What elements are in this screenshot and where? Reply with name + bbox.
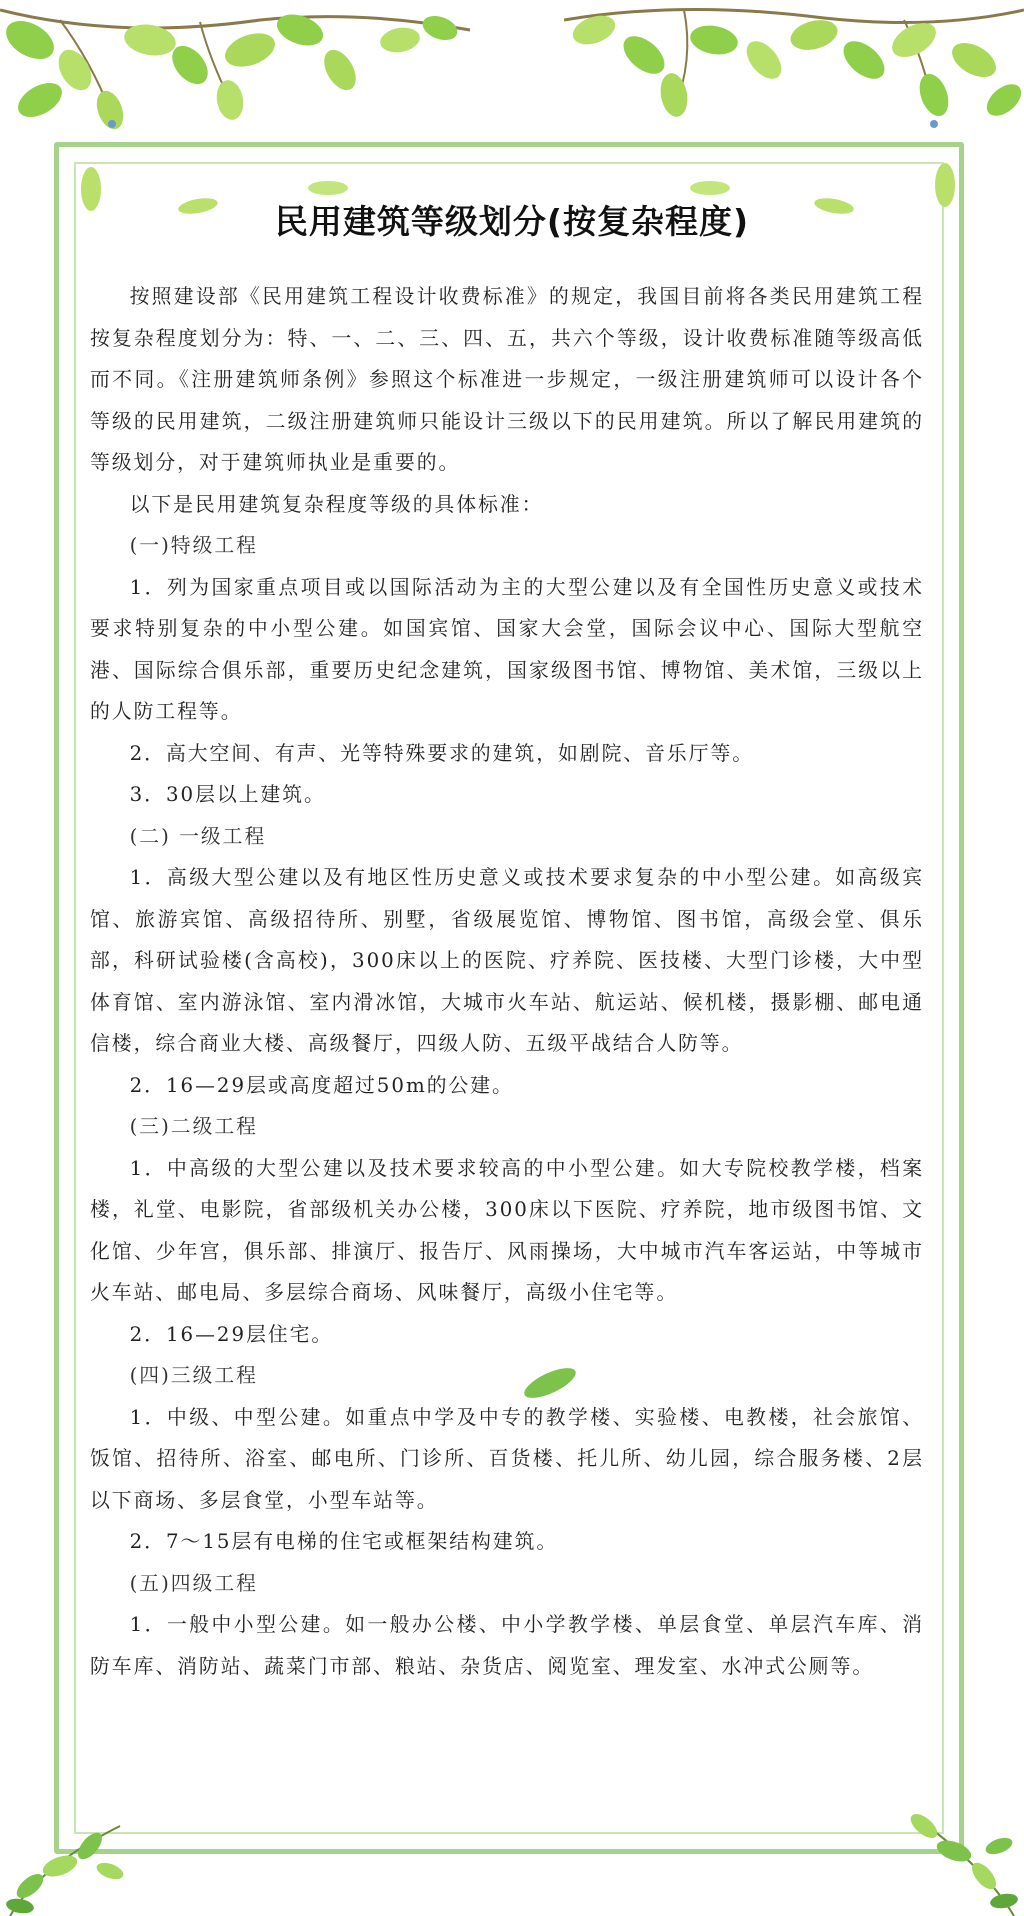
paragraph-item: 1．列为国家重点项目或以国际活动为主的大型公建以及有全国性历史意义或技术要求特别复杂的中小型公建。如国宾馆、国家大会堂，国际会议中心、国际大型航空港、国际综合俱乐部，重要历史纪念建筑，国家级图书馆、博物馆、美术馆，三级以上的人防工程等。 [90,575,924,723]
paragraph-item: 2．16—29层或高度超过50m的公建。 [129,1073,514,1097]
page-title: 民用建筑等级划分(按复杂程度) [274,202,750,241]
paragraph-intro: 按照建设部《民用建筑工程设计收费标准》的规定，我国目前将各类民用建筑工程按复杂程度划分为：特、一、二、三、四、五，共六个等级，设计收费标准随等级高低而不同。《注册建筑师条例》参照这个标准进一步规定，一级注册建筑师可以设计各个等级的民用建筑，二级注册建筑师只能设计三级以下的民用建筑。所以了解民用建筑的等级划分，对于建筑师执业是重要的。 [90,285,924,474]
paragraph-item: 1．高级大型公建以及有地区性历史意义或技术要求复杂的中小型公建。如高级宾馆、旅游宾馆、高级招待所、别墅，省级展览馆、博物馆、图书馆，高级会堂、俱乐部，科研试验楼(含高校)，300床以上的医院、疗养院、医技楼、大型门诊楼，大中型体育馆、室内游泳馆、室内滑冰馆，大城市火车站、航运站、候机楼，摄影棚、邮电通信楼，综合商业大楼、高级餐厅，四级人防、五级平战结合人防等。 [90,866,924,1055]
section-heading-grade-3: (四)三级工程 [129,1364,258,1387]
paragraph-item: 1．一般中小型公建。如一般办公楼、中小学教学楼、单层食堂、单层汽车库、消防车库、消防站、蔬菜门市部、粮站、杂货店、阅览室、理发室、水冲式公厕等。 [90,1613,924,1678]
paragraph-item: 2．7～15层有电梯的住宅或框架结构建筑。 [129,1530,559,1553]
paragraph-item: 1．中高级的大型公建以及技术要求较高的中小型公建。如大专院校教学楼，档案楼，礼堂、电影院，省部级机关办公楼，300床以下医院、疗养院，地市级图书馆、文化馆、少年宫，俱乐部、排演厅、报告厅、风雨操场，大中城市汽车客运站，中等城市火车站、邮电局、多层综合商场、风味餐厅，高级小住宅等。 [90,1156,924,1304]
section-heading-special: (一)特级工程 [129,534,258,557]
section-heading-grade-4: (五)四级工程 [129,1571,258,1595]
paragraph-item: 2．16—29层住宅。 [129,1322,334,1346]
leaves-top-right-icon [564,0,1024,140]
leaves-bottom-right-icon [894,1796,1024,1916]
section-heading-grade-2: (三)二级工程 [129,1115,258,1138]
leaf-icon [306,178,350,198]
paragraph-item: 2．高大空间、有声、光等特殊要求的建筑，如剧院、音乐厅等。 [129,741,755,765]
leaves-bottom-left-icon [0,1806,140,1916]
leaves-top-left-icon [0,0,480,140]
leaf-icon [688,178,732,198]
section-heading-grade-1: (二) 一级工程 [129,824,267,848]
paragraph-criteria-intro: 以下是民用建筑复杂程度等级的具体标准： [129,492,544,516]
paragraph-item: 3．30层以上建筑。 [129,783,326,806]
paragraph-item: 1．中级、中型公建。如重点中学及中专的教学楼、实验楼、电教楼，社会旅馆、饭馆、招待所、浴室、邮电所、门诊所、百货楼、托儿所、幼儿园，综合服务楼、2层以下商场、多层食堂，小型车站等。 [90,1405,924,1512]
document-body [90,276,924,1687]
